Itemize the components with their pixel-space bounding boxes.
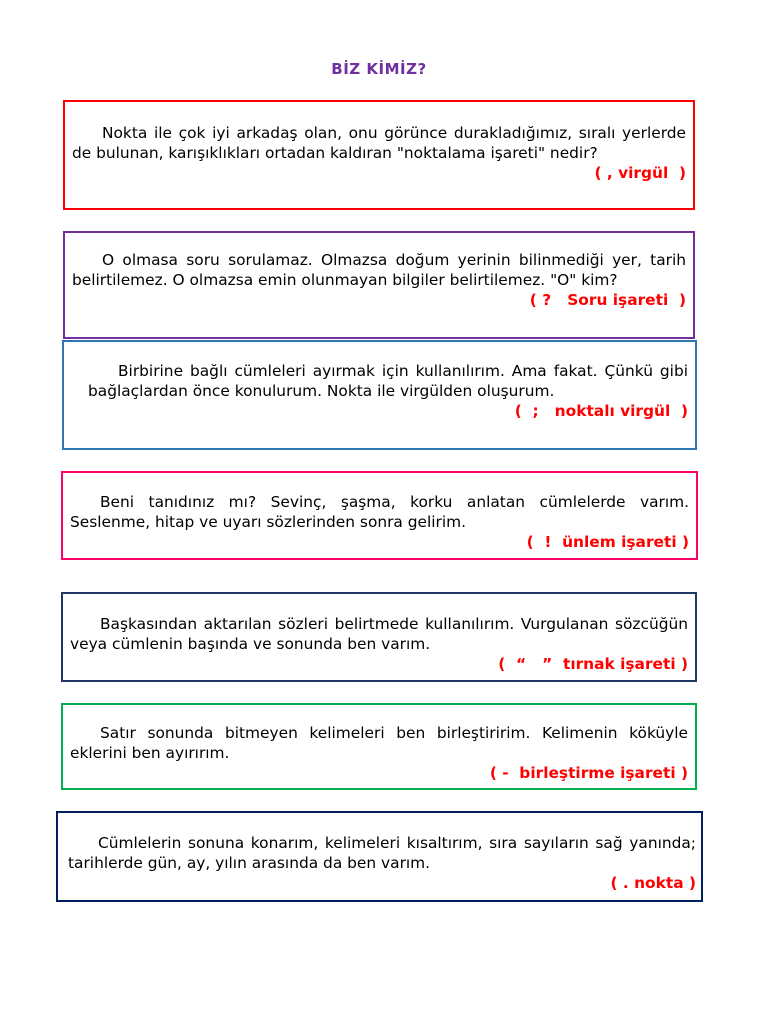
riddle-answer: ( . nokta )	[610, 874, 696, 892]
riddle-answer: ( - birleştirme işareti )	[489, 764, 688, 782]
riddle-question: Birbirine bağlı cümleleri ayırmak için kullanılırım. Ama fakat. Çünkü gibi bağlaçlardan önce konulurum. Nokta ile virgülden oluşurum.	[88, 362, 688, 400]
riddle-question: O olmasa soru sorulamaz. Olmazsa doğum yerinin bilinmediği yer, tarih belirtilemez. O olmazsa emin olunmayan bilgiler belirtilemez. "O" kim?	[72, 251, 686, 289]
riddle-question: Cümlelerin sonuna konarım, kelimeleri kısaltırım, sıra sayıların sağ yanında; tarihlerde gün, ay, yılın arasında da ben varım.	[68, 834, 696, 872]
riddle-card-exclamation	[61, 471, 698, 560]
riddle-card-question-mark	[63, 231, 695, 339]
riddle-card-semicolon	[62, 340, 697, 450]
riddle-answer: ( “ ” tırnak işareti )	[498, 655, 688, 673]
riddle-card-period	[56, 811, 703, 902]
riddle-answer: ( ! ünlem işareti )	[526, 533, 689, 551]
riddle-answer: ( ; noktalı virgül )	[514, 402, 688, 420]
page-title: BİZ KİMİZ?	[331, 60, 427, 78]
riddle-card-quotation-marks	[61, 592, 697, 682]
riddle-answer: ( , virgül )	[594, 164, 686, 182]
riddle-answer: ( ? Soru işareti )	[529, 291, 686, 309]
riddle-question: Nokta ile çok iyi arkadaş olan, onu görünce durakladığımız, sıralı yerlerde de bulunan, karışıklıkları ortadan kaldıran "noktalama işareti" nedir?	[72, 124, 686, 162]
riddle-card-hyphen	[61, 703, 697, 790]
riddle-question: Satır sonunda bitmeyen kelimeleri ben birleştiririm. Kelimenin köküyle eklerini ben ayırırım.	[70, 724, 688, 762]
riddle-card-comma	[63, 100, 695, 210]
riddle-question: Başkasından aktarılan sözleri belirtmede kullanılırım. Vurgulanan sözcüğün veya cümlenin başında ve sonunda ben varım.	[70, 615, 688, 653]
riddle-question: Beni tanıdınız mı? Sevinç, şaşma, korku anlatan cümlelerde varım. Seslenme, hitap ve uyarı sözlerinden sonra gelirim.	[70, 493, 689, 531]
